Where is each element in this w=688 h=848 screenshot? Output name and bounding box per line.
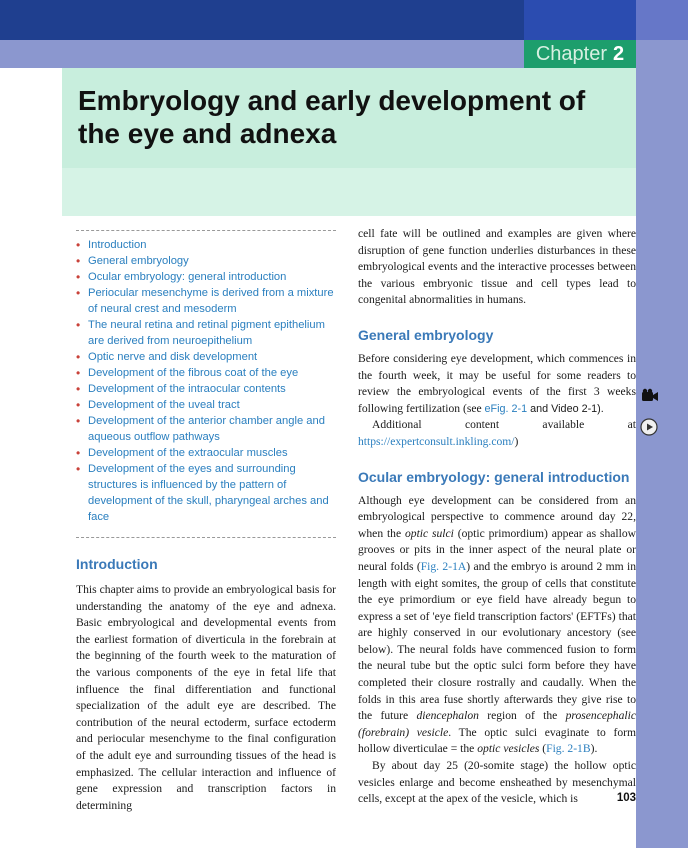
- right-column: [358, 226, 636, 808]
- top-header-bar: [0, 0, 688, 40]
- chapter-title: [78, 84, 618, 150]
- chapter-title-line1: Embryology and early development of: [78, 85, 586, 116]
- header-bar-dark: [0, 0, 524, 40]
- toc-item-periocular-mesenchyme[interactable]: • Periocular mesenchyme is derived from a mixture of neural crest and mesoderm: [76, 285, 336, 317]
- chapter-number: 2: [613, 42, 625, 65]
- ocular-text-3: ) and the embryo is around 2 mm in length with eight somites, the group of cells that constitute the eye primordium or eye field have already begun to express a set of 'eye field transcription factors' (EFTFs) that are highly conserved in our evolutionary ancestory (see below). The neural folds have commenced fusion to form the neural tube but the optic sulci form before they have completed their closure rostrally and caudally. When the folds in this area fuse shortly afterwards they give rise to the future: [358, 559, 636, 723]
- general-embryology-paragraph: [358, 351, 636, 417]
- toc-item-extraocular-muscles[interactable]: • Development of the extraocular muscles: [76, 445, 336, 461]
- header-bar-light: [636, 0, 688, 40]
- section-heading-ocular-embryology: Ocular embryology: general introduction: [358, 468, 630, 485]
- toc-item-optic-nerve[interactable]: • Optic nerve and disk development: [76, 349, 336, 365]
- toc-item-introduction[interactable]: • Introduction: [76, 237, 336, 253]
- video-camera-icon[interactable]: [641, 388, 659, 404]
- additional-text-end: ): [514, 434, 519, 448]
- ocular-text-5: . The optic sulci evaginate to form hollow diverticulae = the: [358, 725, 637, 756]
- title-band-lower: [62, 168, 636, 216]
- chapter-contents-list: [76, 230, 336, 538]
- optic-vesicles-term: optic vesicles: [477, 742, 540, 756]
- header-strip: [0, 40, 524, 68]
- toc-item-uveal-tract[interactable]: • Development of the uveal tract: [76, 397, 336, 413]
- diencephalon-term: diencephalon: [416, 709, 479, 723]
- left-column: [76, 230, 336, 814]
- play-icon[interactable]: [640, 418, 658, 436]
- additional-text: Additional content available at: [372, 418, 636, 432]
- optic-vesicle-paragraph: By about day 25 (20-somite stage) the hollow optic vesicles enlarge and become ensheathed by mesenchymal cells, except at the apex of the vesicle, which is: [358, 759, 636, 806]
- ocular-text-2: (optic primordium) appear as shallow grooves or pits in the inner aspect of the neural plate or neural folds (: [358, 526, 636, 573]
- toc-item-general-embryology[interactable]: • General embryology: [76, 253, 336, 269]
- ocular-text-6: (: [539, 742, 547, 756]
- chapter-label: Chapter: [535, 42, 608, 65]
- toc-item-surrounding-structures[interactable]: • Development of the eyes and surrounding structures is influenced by the pattern of development of the skull, pharyngeal arches and face: [76, 461, 336, 525]
- efig-link[interactable]: eFig. 2-1: [484, 402, 528, 415]
- toc-item-neural-retina[interactable]: • The neural retina and retinal pigment epithelium are derived from neuroepithelium: [76, 317, 336, 349]
- general-text-1: Before considering eye development, which commences in the fourth week, it may be useful for some readers to review the embryological events of the first 3 weeks following fertilization (see: [358, 351, 636, 415]
- fig-2-1a-link[interactable]: Fig. 2-1A: [420, 559, 467, 573]
- ocular-text-4: region of the: [478, 709, 566, 723]
- toc-item-fibrous-coat[interactable]: • Development of the fibrous coat of the eye: [76, 365, 336, 381]
- ocular-text-7: ).: [590, 742, 598, 756]
- toc-item-ocular-embryology[interactable]: • Ocular embryology: general introduction: [76, 269, 336, 285]
- additional-content-paragraph: [358, 417, 636, 450]
- page-number: 103: [616, 792, 636, 804]
- header-bar-mid: [524, 0, 636, 40]
- optic-sulci-term: optic sulci: [404, 526, 454, 540]
- section-heading-introduction: Introduction: [76, 556, 158, 572]
- toc-item-anterior-chamber[interactable]: • Development of the anterior chamber angle and aqueous outflow pathways: [76, 413, 336, 445]
- ocular-text-1: Although eye development can be considered from an embryological perspective to commence around day 22, when the: [358, 493, 636, 540]
- prosencephalic-term: prosencephalic (forebrain) vesicle: [358, 709, 636, 739]
- toc-item-intraocular-contents[interactable]: • Development of the intraocular contents: [76, 381, 336, 397]
- chapter-tab: [524, 40, 636, 68]
- expertconsult-link[interactable]: https://expertconsult.inkling.com/: [358, 434, 515, 448]
- right-margin-strip: [636, 40, 688, 848]
- section-heading-general-embryology: General embryology: [358, 326, 494, 343]
- introduction-paragraph: This chapter aims to provide an embryological basis for understanding the anatomy of the eye and adnexa. Basic embryological and developmental events from the earliest formation of diverticula in the forebrain at the beginning of the fourth week to the maturation of the various components of the eye in fetal life that influence the final differentiation and functional specialization of the adult eye are described. The contribution of the neural ectoderm, surface ectoderm and periocular mesenchyme to the final configuration of the adult eye and surrounding tissues of the head is emphasized. The cellular interaction and influence of gene expression and transcription factors in determining: [76, 583, 336, 812]
- general-text-2: and Video 2-1).: [527, 402, 604, 415]
- continuation-paragraph: cell fate will be outlined and examples are given where disruption of gene function underlies disturbances in these embryological events and the interactive processes between the various embryonic tissue and cell types lead to congenital abnormalities in humans.: [358, 227, 636, 307]
- fig-2-1b-link[interactable]: Fig. 2-1B: [546, 742, 591, 756]
- chapter-title-line2: the eye and adnexa: [78, 118, 337, 149]
- ocular-embryology-paragraph: [358, 493, 636, 759]
